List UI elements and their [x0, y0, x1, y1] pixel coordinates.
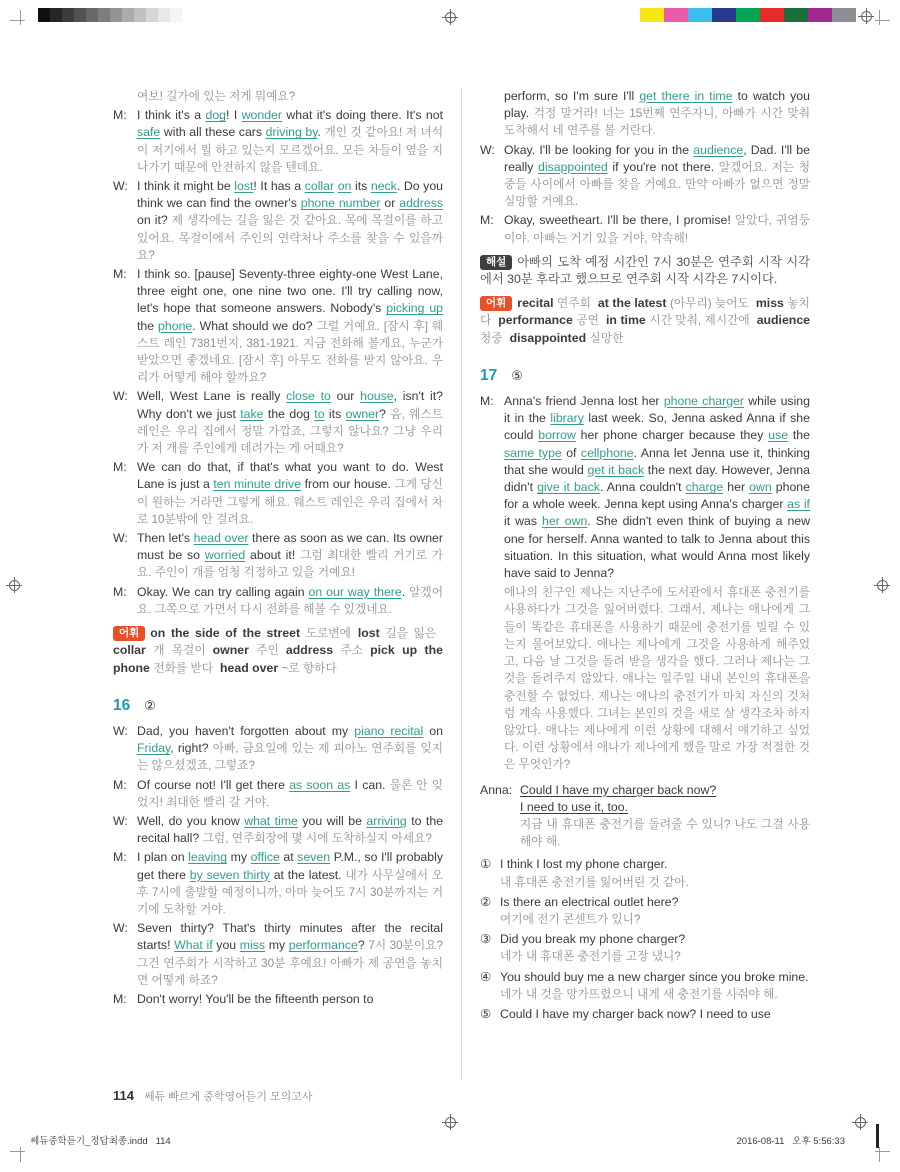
registration-crosshair-circle-icon	[852, 1114, 868, 1130]
key-expression: disappointed	[538, 159, 608, 174]
gray-swatch	[170, 8, 182, 22]
key-expression: ten minute drive	[213, 477, 302, 492]
dialogue-block	[113, 920, 443, 989]
key-expression: cellphone	[580, 445, 634, 460]
speaker-label: M:	[480, 394, 494, 409]
korean-translation: 그럴 거예요. [잠시 후] 웨스트 레인 7381번지, 381-1921. 지금 전화해 볼게요, 누군가 받았으면 좋겠네요. [잠시 후] 아무도 전화를 받지 않아요. 우리가 어떻게 해야 할까요?	[137, 319, 444, 385]
dialogue-text: Well, West Lane is really close to our house, isn't it? Why don't we just take the dog to its owner? 음, 웨스트 레인은 우리 집에서 정말 가깝죠, 그렇지 않나요? 그냥 우리가 저 개를 주인에게 데려가는 게 어때요?	[137, 389, 443, 456]
dialogue-text: We can do that, if that's what you want to do. West Lane is just a ten minute drive from our house. 그게 당신이 원하는 거라면 그렇게 해요. 웨스트 레인은 우리 집에서 차로 10분밖에 안 걸려요.	[137, 460, 443, 526]
key-expression: miss	[239, 938, 266, 953]
key-expression: picking up	[386, 301, 444, 316]
gray-swatch	[50, 8, 62, 22]
korean-translation: 네가 내 휴대폰 충전기를 고장 냈니?	[500, 950, 681, 964]
column-divider	[461, 88, 462, 1080]
vocab-term: at the latest	[597, 296, 667, 311]
question-header	[113, 697, 443, 715]
speaker-label: M:	[113, 850, 127, 865]
key-expression: collar	[304, 179, 335, 194]
key-expression: leaving	[188, 850, 228, 865]
explanation-text: 아빠의 도착 예정 시간인 7시 30분은 연주회 시작 시각에서 30분 후라고 했으므로 연주회 시작 시각은 7시이다.	[480, 254, 810, 287]
speaker-label: W:	[113, 389, 128, 404]
speaker-label: W:	[113, 179, 128, 194]
vocab-term: on the side of the street	[150, 626, 301, 641]
answer-choice	[480, 969, 810, 1003]
speaker-label: M:	[113, 460, 127, 475]
vocab-meaning: 공연	[576, 314, 599, 328]
continuation-text-block	[113, 88, 443, 105]
answer-mark: ⑤	[511, 367, 523, 383]
key-expression: Friday	[137, 741, 171, 756]
vocab-meaning: (아무리) 늦어도	[669, 297, 749, 311]
dialogue-block	[113, 813, 443, 847]
dialogue-block	[480, 142, 810, 211]
korean-translation: 그럼 최대한 빨리 거기로 가요. 주인이 개를 엄청 걱정하고 있을 거예요!	[137, 549, 444, 580]
vocab-meaning: 놓치다	[480, 297, 810, 328]
color-swatch	[760, 8, 784, 22]
key-expression: same type	[504, 445, 562, 460]
korean-translation: 애나의 친구인 제나는 지난주에 도서관에서 휴대폰 충전기를 사용하다가 그것을 잃어버렸다. 그래서, 제나는 애나에게 그들이 똑같은 휴대폰을 사용하기 때문에 충전기를 빌릴 수 있는지 물어보았다. 애나는 제나에게 그것을 사용하게 해주었고, 다음 날 그것을 돌려 받을 생각을 했다. 그러나 제나는 그것을 돌려주지 않았다. 애나는 일주일 내내 본인의 휴대폰을 충전할 수 없었다. 제나는 애나의 충전기가 마치 자신의 것처럼 계속 사용했다. 그녀는 본인의 것을 새로 살 생각조차 하지 않았다. 애나는 제나에게 이런 상황에 대해서 얘기하고 싶었다. 이런 상황에서 애나가 제나에게 했을 말로 가장 적절한 것은 무엇인가?	[504, 586, 810, 772]
color-swatch	[688, 8, 712, 22]
crop-mark	[20, 1147, 21, 1162]
vocab-meaning: 연주회	[557, 297, 591, 311]
korean-translation: 내 휴대폰 충전기를 잃어버린 것 같아.	[500, 875, 689, 889]
key-expression: phone number	[300, 196, 381, 211]
dialogue-text: Of course not! I'll get there as soon as I can. 물론 안 잊었지! 최대한 빨리 갈 거야.	[137, 777, 443, 809]
korean-translation: 7시 30분이요? 그건 연주회가 시작하고 30분 후예요! 아빠가 제 공연을 놓치면 어떻게 하죠?	[137, 939, 443, 987]
dialogue-block	[113, 266, 443, 386]
vocab-meaning: 길을 잃은	[385, 627, 437, 641]
page-content	[113, 88, 820, 1092]
registration-crosshair-circle-icon	[442, 1114, 458, 1130]
speaker-label: M:	[113, 267, 127, 282]
vocab-meaning: 개 목걸이	[153, 644, 206, 658]
key-expression: safe	[137, 125, 161, 140]
dialogue-text: I think it's a dog! I wonder what it's doing there. It's not safe with all these cars driving by. 개인 것 같아요! 저 녀석이 저기에서 뭘 하고 있는지 모르겠어요. 모든 차들이 옆을 지나가기 때문에 안전하지 않을 텐데요.	[137, 108, 443, 174]
color-swatch	[640, 8, 664, 22]
vocab-term: head over	[220, 660, 279, 675]
color-swatch	[808, 8, 832, 22]
speaker-label: M:	[113, 991, 127, 1006]
korean-translation: 지금 내 휴대폰 충전기를 돌려줄 수 있니? 나도 그걸 사용해야 해.	[520, 817, 810, 849]
crop-mark	[875, 20, 890, 21]
registration-crosshair-circle-icon	[6, 577, 22, 593]
key-expression: neck	[370, 179, 397, 194]
answer-choice	[480, 856, 810, 890]
dialogue-block	[480, 212, 810, 246]
key-expression: address	[399, 196, 443, 211]
vocab-meaning: 청중	[480, 331, 503, 345]
key-expression: arriving	[366, 813, 407, 828]
book-title: 쎄듀 빠르게 중학영어듣기 모의고사	[143, 1091, 313, 1103]
crop-mark	[10, 1151, 25, 1152]
key-expression: as if	[787, 497, 810, 512]
choice-number: ②	[480, 894, 492, 909]
choice-text: Is there an electrical outlet here? 여기에 전기 콘센트가 있니?	[500, 894, 679, 926]
korean-translation: 개인 것 같아요! 저 녀석이 저기에서 뭘 하고 있는지 모르겠어요. 모든 차들이 옆을 지나가기 때문에 안전하지 않을 텐데요.	[137, 126, 443, 174]
answer-choice	[480, 1006, 810, 1023]
key-expression: audience	[693, 142, 744, 157]
registration-crosshair-circle-icon	[442, 9, 458, 25]
korean-translation: 걱정 말거라! 너는 15번째 연주자니, 아빠가 시간 맞춰 도착해서 네 연주를 볼 거란다.	[504, 107, 810, 138]
vocab-badge: 어휘	[113, 626, 145, 641]
key-expression: close to	[286, 389, 331, 404]
key-expression: borrow	[538, 428, 576, 443]
key-expression: take	[240, 406, 264, 421]
key-expression: what time	[244, 813, 298, 828]
continuation-text-block	[480, 88, 810, 140]
vocab-term: audience	[756, 313, 810, 328]
dialogue-block	[480, 393, 810, 582]
key-expression: by seven thirty	[189, 867, 270, 882]
choice-number: ③	[480, 932, 492, 947]
korean-translation: 물론 안 잊었지! 최대한 빨리 갈 거야.	[137, 778, 443, 809]
speaker-label: W:	[480, 142, 495, 157]
key-expression: driving by	[265, 125, 318, 140]
korean-translation: 내가 사무실에서 오후 7시에 출발할 예정이니까, 아마 늦어도 7시 30분까지는 거기에 도착할 거야.	[137, 868, 443, 916]
dialogue-block	[113, 723, 443, 775]
print-timestamp: 2016-08-11 오후 5:56:33	[736, 1136, 845, 1147]
dialogue-text: Well, do you know what time you will be arriving to the recital hall? 그럼, 연주회장에 몇 시에 도착하실지 아세요?	[137, 813, 444, 846]
underlined-answer-line: Could I have my charger back now?	[520, 782, 717, 797]
dialogue-text: I think it might be lost! It has a collar on its neck. Do you think we can find the owner's phone number or address on it? 제 생각에는 길을 잃은 것 같아요. 목에 목걸이를 하고 있어요. 목걸이에서 주인의 연락처나 주소를 찾을 수 있을까요?	[137, 179, 443, 262]
color-swatch	[736, 8, 760, 22]
key-expression: own	[749, 480, 772, 495]
choice-number: ①	[480, 857, 492, 872]
question-header	[480, 367, 810, 385]
crop-mark	[879, 10, 880, 25]
vocab-badge: 어휘	[480, 296, 512, 311]
question-number: 16	[113, 696, 131, 714]
key-expression: dog	[205, 108, 227, 123]
key-expression: her own	[541, 514, 588, 529]
dialogue-text	[504, 585, 810, 771]
key-expression: on our way there	[308, 584, 402, 599]
vocab-term: in time	[605, 313, 646, 328]
key-expression: wonder	[241, 108, 282, 123]
dialogue-block	[113, 107, 443, 176]
dialogue-text: Don't worry! You'll be the fifteenth person to	[137, 991, 374, 1006]
vocab-meaning: 전화를 받다	[153, 661, 214, 675]
key-expression: on	[337, 179, 352, 194]
dialogue-text: Then let's head over there as soon as we can. Its owner must be so worried about it! 그럼 최대한 빨리 거기로 가요. 주인이 개를 엄청 걱정하고 있을 거예요!	[137, 531, 444, 580]
korean-translation: 그게 당신이 원하는 거라면 그렇게 해요. 웨스트 레인은 우리 집에서 차로 10분밖에 안 걸려요.	[137, 478, 443, 526]
korean-translation: 그럼, 연주회장에 몇 시에 도착하실지 아세요?	[202, 832, 432, 846]
choice-number: ④	[480, 969, 492, 984]
vocab-term: collar	[113, 643, 146, 658]
cmyk-color-bar	[640, 8, 856, 22]
answer-mark: ②	[144, 697, 156, 713]
dialogue-text: Okay. I'll be looking for you in the audience, Dad. I'll be really disappointed if you're not there. 알겠어요. 저는 청중들 사이에서 아빠를 찾을 거예요. 만약 아빠가 없으면 정말 실망할 거예요.	[504, 142, 810, 209]
korean-translation: 네가 내 것을 망가뜨렸으니 내게 새 충전기를 사줘야 해.	[500, 987, 778, 1001]
speaker-label: W:	[113, 921, 128, 936]
gray-swatch	[38, 8, 50, 22]
crop-mark	[20, 10, 21, 25]
key-expression: lost	[234, 179, 254, 194]
korean-translation: 알겠어요. 저는 청중들 사이에서 아빠를 찾을 거예요. 만약 아빠가 없으면 정말 실망할 거예요.	[504, 160, 810, 209]
trim-bar-mark	[876, 1124, 879, 1148]
key-expression: phone	[158, 318, 193, 333]
vocab-meaning: ~로 향하다	[281, 661, 337, 675]
speaker-label: M:	[113, 108, 127, 123]
gray-swatch	[122, 8, 134, 22]
dialogue-text: Anna's friend Jenna lost her phone charger while using it in the library last week. So, Jenna asked Anna if she could borrow her phone charger because they use the same type of cellphone. Anna let Jenna use it, thinking that she would get it back the next day. However, Jenna didn't give it back. Anna couldn't charge her own phone for a whole week. Jenna kept using Anna's charger as if it was her own. She didn't even think of buying a new one for herself. Anna wanted to talk to Jenna about this situation. In this situation, what would Anna most likely have said to Jenna?	[504, 394, 811, 581]
choice-text: Did you break my phone charger? 네가 내 휴대폰 충전기를 고장 냈니?	[500, 932, 686, 964]
speaker-label: M:	[113, 584, 127, 599]
registration-crosshair-circle-icon	[874, 577, 890, 593]
key-expression: give it back	[537, 480, 600, 495]
choice-text: Could I have my charger back now? I need to use	[500, 1006, 771, 1021]
model-answer-block	[480, 782, 810, 851]
korean-translation: 제 생각에는 길을 잃은 것 같아요. 목에 목걸이를 하고 있어요. 목걸이에서 주인의 연락처나 주소를 찾을 수 있을까요?	[137, 214, 443, 262]
gray-swatch	[98, 8, 110, 22]
gray-swatch	[146, 8, 158, 22]
right-column	[480, 88, 810, 1092]
key-expression: phone charger	[663, 394, 744, 409]
dialogue-block	[113, 388, 443, 457]
dialogue-block	[113, 584, 443, 618]
choice-text: I think I lost my phone charger. 내 휴대폰 충전기를 잃어버린 것 같아.	[500, 857, 689, 889]
key-expression: library	[550, 411, 584, 426]
key-expression: owner	[345, 406, 380, 421]
vocab-term: lost	[357, 626, 380, 641]
gray-swatch	[134, 8, 146, 22]
choice-number: ⑤	[480, 1006, 492, 1021]
korean-translation: 알았다, 귀염둥이야. 아빠는 거기 있을 거야, 약속해!	[504, 214, 810, 245]
gray-swatch	[74, 8, 86, 22]
question-number: 17	[480, 366, 498, 384]
print-file-name: 쎄듀중학듣기_정답최종.indd 114	[30, 1136, 171, 1147]
key-expression: as soon as	[289, 777, 351, 792]
vocab-box	[480, 295, 810, 347]
choice-text: You should buy me a new charger since you broke mine. 네가 내 것을 망가뜨렸으니 내게 새 충전기를 사줘야 해.	[500, 969, 809, 1001]
gray-swatch	[110, 8, 122, 22]
vocab-meaning: 시간 맞춰, 제시간에	[649, 314, 750, 328]
vocab-meaning: 주소	[340, 644, 364, 658]
model-answer-text	[520, 783, 810, 849]
key-expression: performance	[288, 938, 358, 953]
key-expression: use	[768, 428, 789, 443]
key-expression: worried	[204, 548, 246, 563]
page-number: 114	[113, 1088, 134, 1103]
dialogue-block	[113, 178, 443, 264]
speaker-label: W:	[113, 813, 128, 828]
key-expression: office	[250, 850, 280, 865]
key-expression: get there in time	[639, 89, 733, 103]
korean-translation: 알겠어요. 그쪽으로 가면서 다시 전화를 해볼 수 있겠네요.	[137, 585, 443, 616]
continuation-text-block	[480, 584, 810, 773]
explanation-badge: 해설	[480, 255, 512, 270]
answer-choice	[480, 894, 810, 928]
speaker-label: W:	[113, 531, 128, 546]
vocab-term: disappointed	[509, 330, 587, 345]
dialogue-block	[113, 849, 443, 918]
dialogue-block	[113, 991, 443, 1008]
dialogue-text: Okay. We can try calling again on our way there. 알겠어요. 그쪽으로 가면서 다시 전화를 해볼 수 있겠네요.	[137, 584, 443, 616]
key-expression: house	[360, 389, 394, 404]
speaker-label: W:	[113, 723, 128, 738]
vocab-term: recital	[517, 296, 554, 311]
korean-translation: 여보! 길가에 있는 저게 뭐예요?	[137, 90, 296, 103]
key-expression: seven	[297, 850, 331, 865]
speaker-label: M:	[480, 213, 494, 228]
korean-translation: 아빠, 금요일에 있는 제 피아노 연주회를 잊지는 않으셨겠죠, 그렇죠?	[137, 742, 443, 773]
print-slug-line	[30, 1133, 845, 1147]
color-swatch	[784, 8, 808, 22]
speaker-label: M:	[113, 777, 127, 792]
dialogue-text: I think so. [pause] Seventy-three eighty-one West Lane, three eight one, one nine two one. I'll try calling now, let's hope that someone answers. Nobody's picking up the phone. What should we do? 그럴 거예요. [잠시 후] 웨스트 레인 7381번지, 381-1921. 지금 전화해 볼게요, 누군가 받았으면 좋겠네요. [잠시 후] 아무도 전화를 받지 않아요. 우리가 어떻게 해야 할까요?	[137, 267, 444, 385]
grayscale-calibration-bar	[38, 8, 182, 22]
speaker-label: Anna:	[480, 782, 513, 797]
crop-mark	[875, 1151, 890, 1152]
gray-swatch	[158, 8, 170, 22]
vocab-term: owner	[212, 643, 249, 658]
key-expression: to	[314, 406, 325, 421]
page-footer	[113, 1088, 313, 1104]
korean-translation: 여기에 전기 콘센트가 있니?	[500, 912, 641, 926]
korean-translation: 음, 웨스트 레인은 우리 집에서 정말 가깝죠, 그렇지 않나요? 그냥 우리가 저 개를 주인에게 데려가는 게 어때요?	[137, 407, 443, 456]
vocab-meaning: 도로변에	[305, 627, 351, 641]
vocab-term: address	[285, 643, 334, 658]
answer-choice	[480, 931, 810, 965]
gray-swatch	[62, 8, 74, 22]
color-swatch	[712, 8, 736, 22]
key-expression: What if	[174, 938, 213, 953]
dialogue-text: Seven thirty? That's thirty minutes after the recital starts! What if you miss my performance? 7시 30분이요? 그건 연주회가 시작하고 30분 후예요! 아빠가 제 공연을 놓치면 어떻게 하죠?	[137, 921, 443, 987]
dialogue-text: Okay, sweetheart. I'll be there, I promise! 알았다, 귀염둥이야. 아빠는 거기 있을 거야, 약속해!	[504, 213, 810, 245]
crop-mark	[10, 20, 25, 21]
color-swatch	[664, 8, 688, 22]
vocab-meaning: 실망한	[589, 331, 624, 345]
key-expression: get it back	[587, 462, 645, 477]
gray-swatch	[86, 8, 98, 22]
vocab-term: pick up the phone	[113, 643, 443, 675]
left-column	[113, 88, 443, 1092]
explanation-box	[480, 254, 810, 288]
dialogue-text: Dad, you haven't forgotten about my piano recital on Friday, right? 아빠, 금요일에 있는 제 피아노 연주회를 잊지는 않으셨겠죠, 그렇죠?	[137, 723, 443, 773]
dialogue-text: perform, so I'm sure I'll get there in time to watch you play. 걱정 말거라! 너는 15번째 연주자니, 아빠가 시간 맞춰 도착해서 네 연주를 볼 거란다.	[504, 89, 810, 138]
dialogue-block	[113, 459, 443, 528]
vocab-term: miss	[755, 296, 784, 311]
key-expression: charge	[685, 480, 724, 495]
key-expression: head over	[193, 531, 249, 546]
dialogue-block	[113, 530, 443, 582]
color-swatch	[832, 8, 856, 22]
registration-crosshair-circle-icon	[858, 8, 874, 24]
key-expression: piano recital	[354, 723, 424, 738]
vocab-box	[113, 625, 443, 677]
dialogue-text	[137, 89, 295, 103]
crop-mark	[879, 1147, 880, 1162]
vocab-meaning: 주인	[256, 644, 279, 658]
underlined-answer-line: I need to use it, too.	[520, 799, 629, 814]
vocab-term: performance	[498, 313, 573, 328]
dialogue-text: I plan on leaving my office at seven P.M., so I'll probably get there by seven thirty at the latest. 내가 사무실에서 오후 7시에 출발할 예정이니까, 아마 늦어도 7시 30분까지는 거기에 도착할 거야.	[137, 850, 443, 916]
dialogue-block	[113, 777, 443, 811]
